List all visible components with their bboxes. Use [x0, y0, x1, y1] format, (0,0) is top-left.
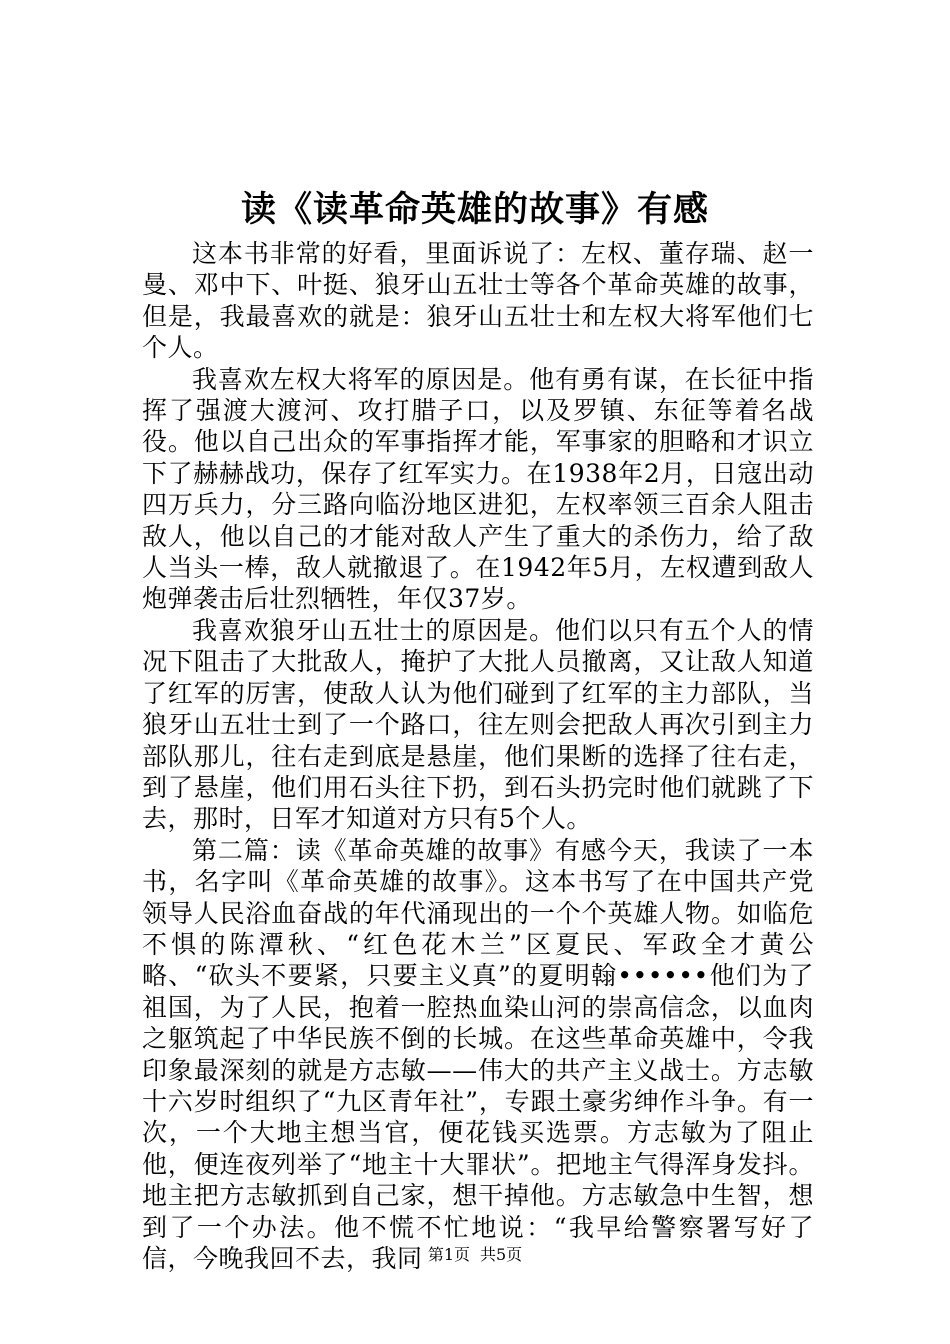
- paragraph-4: 第二篇：读《革命英雄的故事》有感今天，我读了一本书，名字叫《革命英雄的故事》。这本书写了在中国共产党领导人民浴血奋战的年代涌现出的一个个英雄人物。如临危不惧的陈潭秋、“红色花木兰”区夏民、军政全才黄公略、“砍头不要紧，只要主义真”的夏明翰••••••他们为了祖国，为了人民，抱着一腔热血染山河的崇高信念，以血肉之躯筑起了中华民族不倒的长城。在这些革命英雄中，令我印象最深刻的就是方志敏——伟大的共产主义战士。方志敏十六岁时组织了“九区青年社”，专跟土豪劣绅作斗争。有一次，一个大地主想当官，便花钱买选票。方志敏为了阻止他，便连夜列举了“地主十大罪状”。把地主气得浑身发抖。地主把方志敏抓到自己家，想干掉他。方志敏急中生智，想到了一个办法。他不慌不忙地说：“我早给警察署写好了信，今晚我回不去，我同: [142, 835, 814, 1273]
- document-title: 读《读革命英雄的故事》有感: [240, 189, 709, 230]
- paragraph-1: 这本书非常的好看，里面诉说了：左权、董存瑞、赵一曼、邓中下、叶挺、狼牙山五壮士等各个革命英雄的故事，但是，我最喜欢的就是：狼牙山五壮士和左权大将军他们七个人。: [142, 239, 814, 363]
- paragraph-3: 我喜欢狼牙山五壮士的原因是。他们以只有五个人的情况下阻击了大批敌人，掩护了大批人员撤离，又让敌人知道了红军的厉害，使敌人认为他们碰到了红军的主力部队，当狼牙山五壮士到了一个路口，往左则会把敌人再次引到主力部队那儿，往右走到底是悬崖，他们果断的选择了往右走，到了悬崖，他们用石头往下扔，到石头扔完时他们就跳了下去，那时，日军才知道对方只有5个人。: [142, 615, 814, 834]
- page-number: 第1页: [427, 1245, 470, 1264]
- page-total: 共5页: [480, 1245, 523, 1264]
- page-footer: [0, 1245, 950, 1265]
- paragraph-2: 我喜欢左权大将军的原因是。他有勇有谋，在长征中指挥了强渡大渡河、攻打腊子口，以及罗镇、东征等着名战役。他以自己出众的军事指挥才能，军事家的胆略和才识立下了赫赫战功，保存了红军实力。在1938年2月，日寇出动四万兵力，分三路向临汾地区进犯，左权率领三百余人阻击敌人，他以自己的才能对敌人产生了重大的杀伤力，给了敌人当头一棒，敌人就撤退了。在1942年5月，左权遭到敌人炮弹袭击后壮烈牺牲，年仅37岁。: [142, 364, 814, 614]
